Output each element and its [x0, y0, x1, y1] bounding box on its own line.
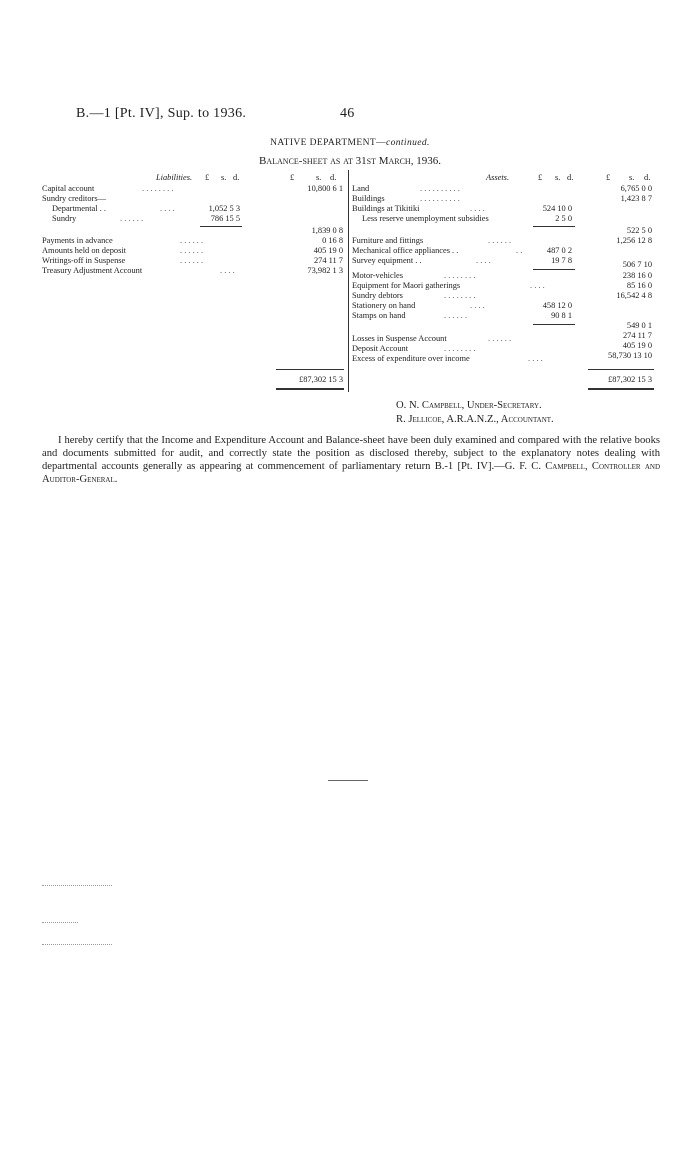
col2-pence: d. [330, 173, 337, 182]
deposit-account-label: Deposit Account [352, 344, 409, 353]
treasury-value: 73,982 1 3 [307, 266, 343, 275]
leader-dots: . . . . . . [180, 256, 204, 265]
department-title: NATIVE DEPARTMENT—continued. [270, 138, 430, 148]
sundry-creditors-label: Sundry creditors— [42, 194, 106, 203]
equipment-total: 506 7 10 [622, 260, 652, 269]
furniture-label: Furniture and fittings [352, 236, 424, 245]
motor-value: 238 16 0 [622, 271, 652, 280]
capital-value: 10,800 6 1 [307, 184, 343, 193]
survey-label: Survey equipment . . [352, 256, 422, 265]
leader-dots: . . . . . . [180, 246, 204, 255]
col2-shillings: s. [629, 173, 635, 182]
leader-dots: . . . . . . . . . . [420, 194, 460, 203]
losses-value: 274 11 7 [622, 331, 652, 340]
advance-label: Payments in advance [42, 236, 113, 245]
excess-value: 58,730 13 10 [608, 351, 652, 360]
stamps-label: Stamps on hand [352, 311, 406, 320]
stationery-label: Stationery on hand [352, 301, 416, 310]
subtotal-rule [533, 324, 575, 325]
certificate-signer: G. F. C. Campbell, Controller and Auditor-General. [42, 461, 661, 485]
capital-label: Capital account [42, 184, 95, 193]
subtotal-rule [200, 226, 242, 227]
leader-dots: . . . . . . . . [142, 184, 174, 193]
tikitiki-value: 524 10 0 [542, 204, 572, 213]
departmental-label: Departmental . . [52, 204, 106, 213]
maori-value: 85 16 0 [626, 281, 652, 290]
land-value: 6,765 0 0 [620, 184, 652, 193]
leader-dots: . . . . . . [180, 236, 204, 245]
departmental-value: 1,052 5 3 [208, 204, 240, 213]
stationery-value: 458 12 0 [542, 301, 572, 310]
sundry-label: Sundry [52, 214, 77, 223]
leader-dots: . . . . . . . . [444, 291, 476, 300]
leader-dots: . . . . . . [120, 214, 144, 223]
col-pounds: £ [205, 173, 210, 182]
col-pounds: £ [538, 173, 543, 182]
subtotal-rule [533, 269, 575, 270]
liabilities-heading: Liabilities. [156, 173, 193, 182]
certificate-body: I hereby certify that the Income and Expenditure Account and Balance-sheet have been duly examined and compared with the relative books and documents submitted for audit, and correctly state the position as disclosed thereby, subject to the explanatory notes dealing with departmental accounts generally as appearing at commencement of parliamentary return B.-1 [Pt. IV].— [42, 435, 660, 472]
signature-accountant: R. Jellicoe, A.R.A.N.Z., Accountant. [396, 414, 554, 425]
col-shillings: s. [555, 173, 561, 182]
leader-dots: . . . . [470, 301, 485, 310]
creditors-total: 1,839 0 8 [311, 226, 343, 235]
mechanical-value: 487 0 2 [546, 246, 572, 255]
leader-dots: . . . . [528, 354, 543, 363]
sundry-value: 786 15 5 [210, 214, 240, 223]
leader-dots: . . . . [470, 204, 485, 213]
debtors-label: Sundry debtors [352, 291, 403, 300]
col-pence: d. [233, 173, 240, 182]
audit-certificate [42, 434, 660, 486]
scan-mark [42, 885, 112, 886]
leader-dots: . . . . . . . . [444, 271, 476, 280]
total-rule-top [276, 369, 344, 370]
deposit-value: 405 19 0 [313, 246, 343, 255]
suspense-value: 274 11 7 [313, 256, 343, 265]
leader-dots: . . . . . . [488, 334, 512, 343]
deposit-label: Amounts held on deposit [42, 246, 126, 255]
leader-dots: . . . . [476, 256, 491, 265]
col-pence: d. [567, 173, 574, 182]
leader-dots: . . . . [160, 204, 175, 213]
reserve-value: 2 5 0 [555, 214, 572, 223]
advance-value: 0 16 8 [322, 236, 343, 245]
tikitiki-label: Buildings at Tikitiki [352, 204, 420, 213]
losses-label: Losses in Suspense Account [352, 334, 447, 343]
assets-heading: Assets. [486, 173, 510, 182]
leader-dots: . . . . . . [444, 311, 468, 320]
leader-dots: . . . . . . [488, 236, 512, 245]
excess-label: Excess of expenditure over income [352, 354, 470, 363]
leader-dots: . . . . [220, 266, 235, 275]
survey-value: 19 7 8 [551, 256, 572, 265]
closing-rule [328, 780, 368, 781]
mechanical-label: Mechanical office appliances . . [352, 246, 459, 255]
maori-label: Equipment for Maori gatherings [352, 281, 461, 290]
treasury-label: Treasury Adjustment Account [42, 266, 143, 275]
scan-mark [42, 944, 112, 945]
land-label: Land [352, 184, 370, 193]
center-divider [348, 170, 349, 392]
col2-shillings: s. [316, 173, 322, 182]
motor-label: Motor-vehicles [352, 271, 403, 280]
col2-pence: d. [644, 173, 651, 182]
page-number: 46 [340, 106, 355, 121]
leader-dots: . . . . [530, 281, 545, 290]
total-rule-bottom [276, 388, 344, 390]
col2-pounds: £ [606, 173, 611, 182]
deposit-account-value: 405 19 0 [622, 341, 652, 350]
total-rule-top [588, 369, 654, 370]
subtotal-rule [533, 226, 575, 227]
reserve-label: Less reserve unemployment subsidies [362, 214, 489, 223]
buildings-label: Buildings [352, 194, 385, 203]
total-rule-bottom [588, 388, 654, 390]
liabilities-total: £87,302 15 3 [299, 375, 343, 384]
tikitiki-net: 522 5 0 [626, 226, 652, 235]
assets-total: £87,302 15 3 [608, 375, 652, 384]
signature-under-secretary: O. N. Campbell, Under-Secretary. [396, 400, 542, 411]
scan-mark [42, 922, 78, 923]
leader-dots: . . [516, 246, 523, 255]
leader-dots: . . . . . . . . . . [420, 184, 460, 193]
buildings-value: 1,423 8 7 [620, 194, 652, 203]
balance-sheet-title: Balance-sheet as at 31st March, 1936. [259, 155, 441, 167]
leader-dots: . . . . . . . . [444, 344, 476, 353]
document-code: B.—1 [Pt. IV], Sup. to 1936. [76, 106, 247, 121]
col2-pounds: £ [290, 173, 295, 182]
debtors-value: 16,542 4 8 [616, 291, 652, 300]
furniture-value: 1,256 12 8 [616, 236, 652, 245]
stamps-value: 90 8 1 [551, 311, 572, 320]
suspense-label: Writings-off in Suspense [42, 256, 126, 265]
col-shillings: s. [221, 173, 227, 182]
stores-total: 549 0 1 [626, 321, 652, 330]
